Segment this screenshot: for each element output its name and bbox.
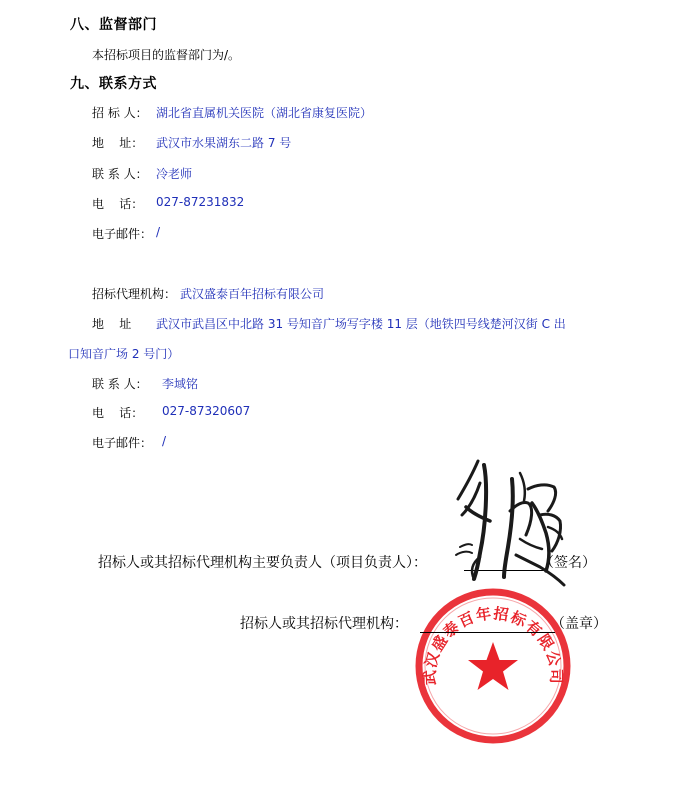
- tenderer-name-label: 招 标 人：: [92, 106, 148, 120]
- tenderer-phone-label: 电 话：: [92, 197, 144, 211]
- leader-signature-label: 招标人或其招标代理机构主要负责人（项目负责人）：: [98, 555, 427, 571]
- agency-email-value: /: [162, 434, 167, 448]
- agency-address-value-line1: 武汉市武昌区中北路 31 号知音广场写字楼 11 层（地铁四号线楚河汉街 C 出: [156, 317, 566, 331]
- section9-heading: 九、联系方式: [70, 76, 157, 92]
- tenderer-email-value: /: [156, 225, 161, 239]
- tenderer-name-value: 湖北省直属机关医院（湖北省康复医院）: [156, 106, 373, 120]
- org-seal-label: 招标人或其招标代理机构：: [240, 616, 408, 632]
- agency-email-label: 电子邮件：: [92, 436, 153, 450]
- tenderer-contact-label: 联 系 人：: [92, 167, 148, 181]
- section8-heading: 八、监督部门: [70, 17, 157, 33]
- company-seal: [413, 586, 573, 746]
- leader-signature-suffix: （签名）: [540, 555, 596, 571]
- tenderer-email-label: 电子邮件：: [92, 227, 153, 241]
- agency-address-label: 地 址: [92, 317, 132, 331]
- agency-phone-label: 电 话：: [92, 406, 144, 420]
- tenderer-phone-value: 027-87231832: [156, 195, 245, 209]
- agency-phone-value: 027-87320607: [162, 404, 251, 418]
- org-seal-suffix: （盖章）: [551, 616, 607, 632]
- tenderer-address-label: 地 址：: [92, 136, 144, 150]
- agency-name-value: 武汉盛泰百年招标有限公司: [180, 287, 325, 301]
- agency-name-label: 招标代理机构：: [92, 287, 177, 301]
- agency-contact-label: 联 系 人：: [92, 377, 148, 391]
- handwritten-signature: [450, 455, 590, 605]
- tenderer-contact-value: 冷老师: [156, 167, 193, 181]
- agency-contact-value: 李域铭: [162, 377, 199, 391]
- agency-address-value-line2: 口知音广场 2 号门）: [68, 347, 180, 361]
- org-seal-line: [420, 632, 555, 633]
- seal-text: 武汉盛泰百年招标有限公司: [420, 604, 566, 686]
- seal-star-icon: [468, 642, 518, 690]
- section8-text: 本招标项目的监督部门为/。: [92, 48, 241, 62]
- tenderer-address-value: 武汉市水果湖东二路 7 号: [156, 136, 292, 150]
